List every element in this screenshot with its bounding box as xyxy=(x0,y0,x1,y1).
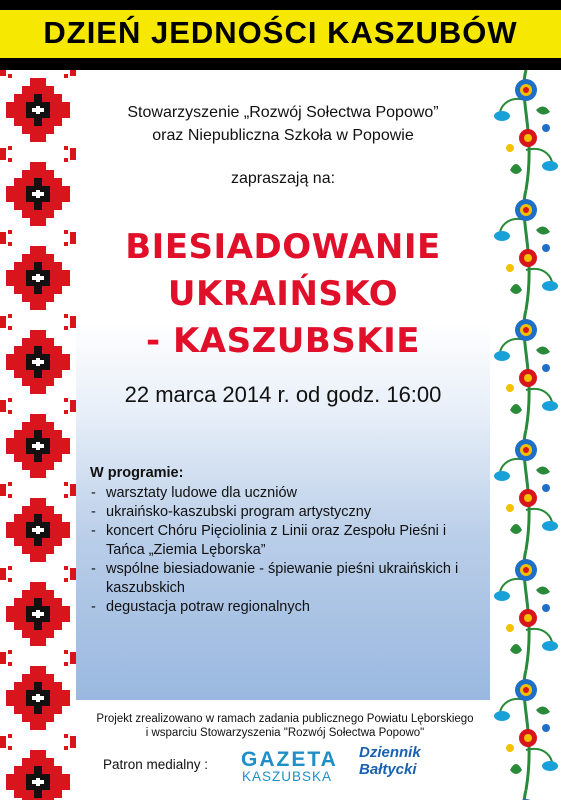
event-title-line-3: - KASZUBSKIE xyxy=(146,321,420,361)
dziennik-logo-line-1: Dziennik xyxy=(359,744,421,761)
header-divider xyxy=(0,58,561,70)
kashubian-floral-border xyxy=(490,70,561,800)
organizer-line-2: oraz Niepubliczna Szkoła w Popowie xyxy=(152,127,414,144)
program-section xyxy=(90,464,485,617)
dziennik-logo-line-2: Bałtycki xyxy=(359,761,417,778)
dziennik-baltycki-logo xyxy=(357,744,457,782)
program-heading: W programie: xyxy=(90,465,184,481)
event-date: 22 marca 2014 r. od godz. 16:00 xyxy=(124,382,442,407)
media-patron-label: Patron medialny : xyxy=(103,757,209,772)
project-note xyxy=(70,712,500,740)
event-title xyxy=(76,224,490,365)
header-title: DZIEŃ JEDNOŚCI KASZUBÓW xyxy=(43,15,518,50)
program-item: - degustacja potraw regionalnych xyxy=(90,598,485,617)
invite-text: zapraszają na: xyxy=(230,170,336,187)
organizer-line-1: Stowarzyszenie „Rozwój Sołectwa Popowo” xyxy=(127,104,439,121)
event-title-line-2: UKRAIŃSKO xyxy=(167,274,399,314)
program-item: - warsztaty ludowe dla uczniów xyxy=(90,484,485,503)
program-item: - koncert Chóru Pięciolinia z Linii oraz Zespołu Pieśni i Tańca „Ziemia Lęborska” xyxy=(90,522,485,560)
event-title-line-1: BIESIADOWANIE xyxy=(125,227,441,267)
project-note-line-2: i wsparciu Stowarzyszenia "Rozwój Sołectwa Popowo" xyxy=(145,727,425,739)
gazeta-kaszubska-logo xyxy=(241,748,341,784)
program-list xyxy=(90,484,485,617)
project-note-line-1: Projekt zrealizowano w ramach zadania publicznego Powiatu Lęborskiego xyxy=(96,713,474,725)
gazeta-logo-line-2: KASZUBSKA xyxy=(242,769,333,784)
ukrainian-embroidery-border xyxy=(0,70,76,800)
program-item: - ukraińsko-kaszubski program artystyczny xyxy=(90,503,485,522)
program-item: - wspólne biesiadowanie - śpiewanie pieśni ukraińskich i kaszubskich xyxy=(90,560,485,598)
gazeta-logo-line-1: GAZETA xyxy=(241,748,338,771)
header-banner xyxy=(0,10,561,58)
